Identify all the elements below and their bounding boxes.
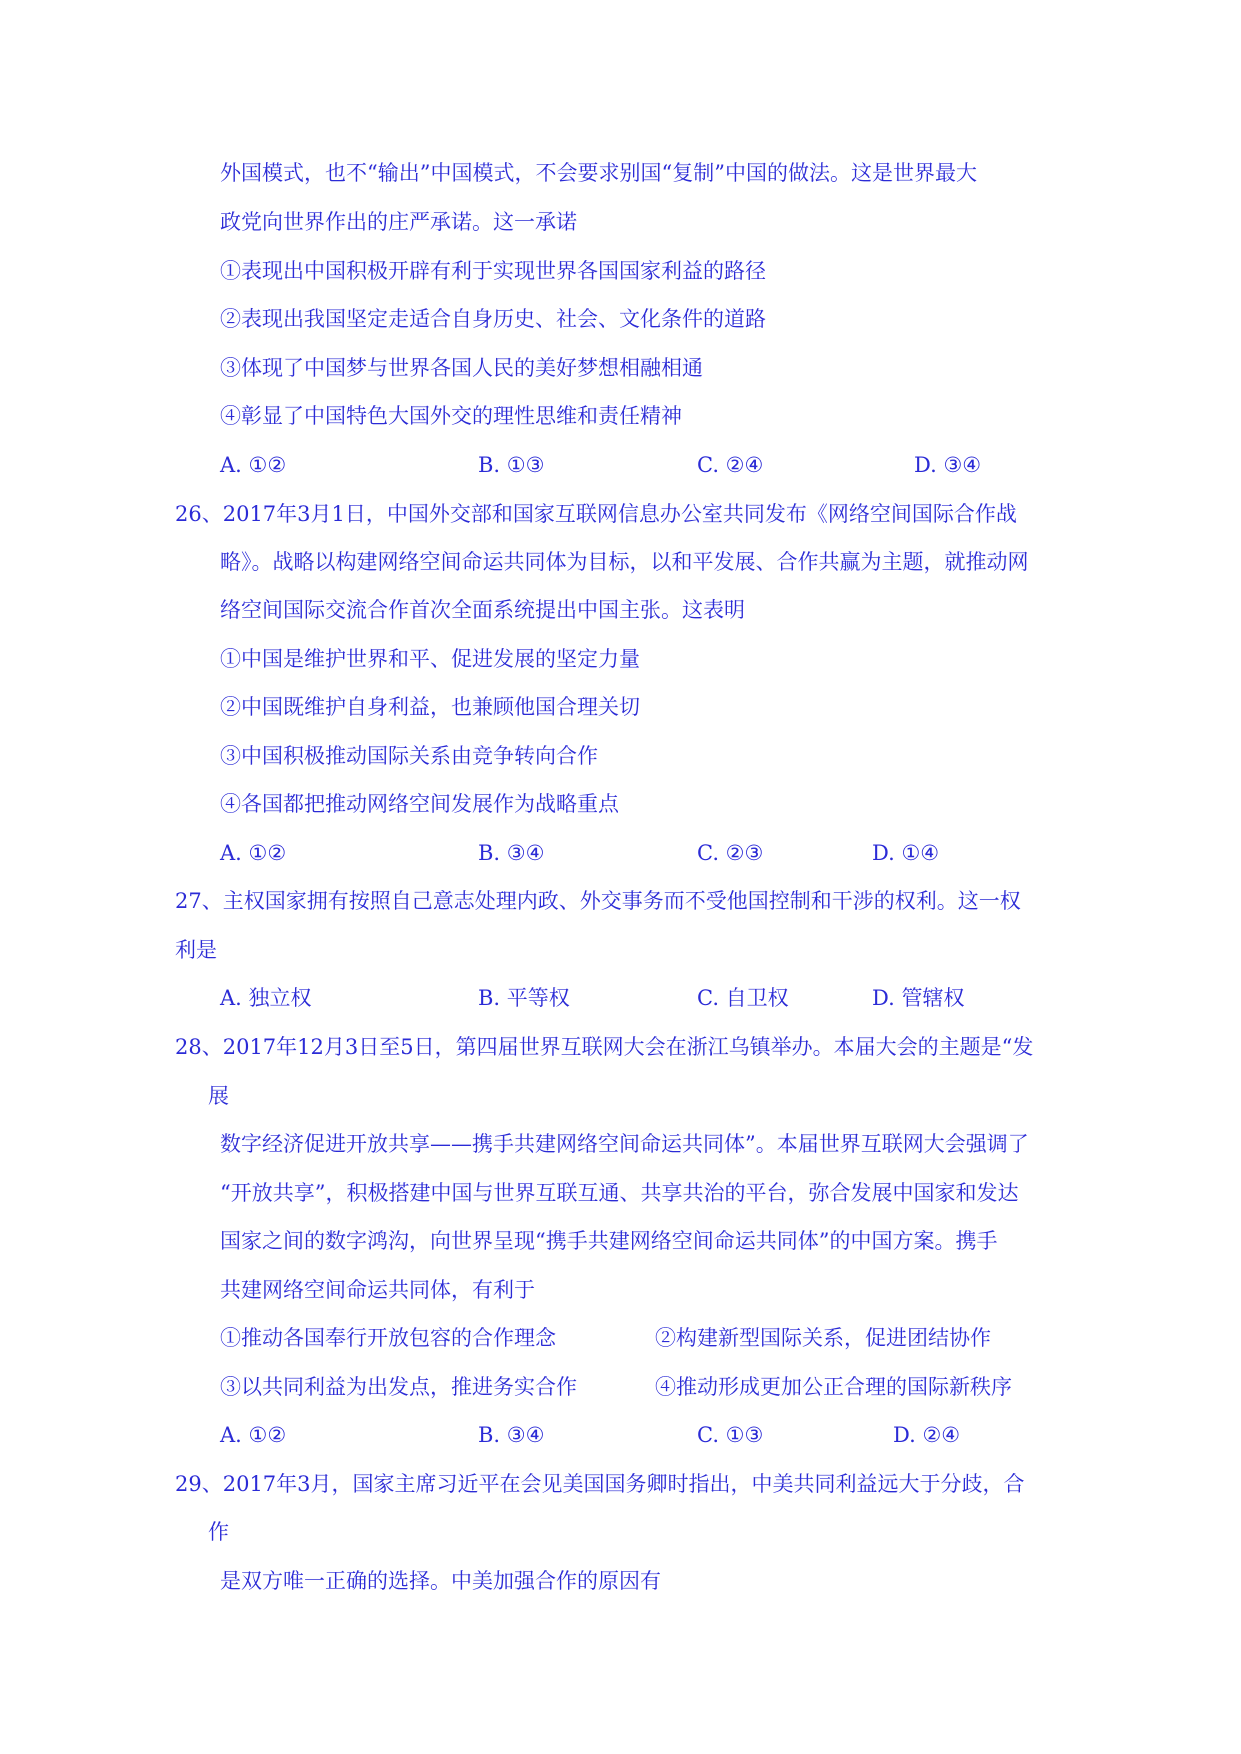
q28-stem-line-1: 28、2017年12月3日至5日，第四届世界互联网大会在浙江乌镇举办。本届大会的主题是“发 <box>175 1035 1034 1059</box>
q28-statement-3: ③以共同利益为出发点，推进务实合作 <box>220 1375 577 1399</box>
q25-option-b: B. ①③ <box>478 453 545 477</box>
q26-statement-2: ②中国既维护自身利益，也兼顾他国合理关切 <box>220 695 640 719</box>
q25-option-a: A. ①② <box>220 453 287 477</box>
q27-option-a: A. 独立权 <box>220 986 312 1010</box>
q27-stem-line-1: 27、主权国家拥有按照自己意志处理内政、外交事务而不受他国控制和干涉的权利。这一权 <box>175 889 1021 913</box>
q25-statement-3: ③体现了中国梦与世界各国人民的美好梦想相融相通 <box>220 356 703 380</box>
q25-stem-line-1: 外国模式，也不“输出”中国模式，不会要求别国“复制”中国的做法。这是世界最大 <box>220 161 977 185</box>
q26-option-d: D. ①④ <box>872 841 940 865</box>
q28-statement-1: ①推动各国奉行开放包容的合作理念 <box>220 1326 556 1350</box>
q29-stem-line-3: 是双方唯一正确的选择。中美加强合作的原因有 <box>220 1569 661 1593</box>
q25-option-d: D. ③④ <box>914 453 982 477</box>
q28-option-d: D. ②④ <box>893 1423 961 1447</box>
q29-stem-line-2: 作 <box>208 1520 229 1544</box>
q26-stem-line-2: 略》。战略以构建网络空间命运共同体为目标，以和平发展、合作共赢为主题，就推动网 <box>220 550 1029 574</box>
q27-option-d: D. 管辖权 <box>872 986 965 1010</box>
q28-option-b: B. ③④ <box>478 1423 545 1447</box>
q27-stem-line-2: 利是 <box>175 938 217 962</box>
q25-stem-line-2: 政党向世界作出的庄严承诺。这一承诺 <box>220 210 577 234</box>
q25-statement-2: ②表现出我国坚定走适合自身历史、社会、文化条件的道路 <box>220 307 766 331</box>
q26-option-b: B. ③④ <box>478 841 545 865</box>
q28-stem-line-2: 展 <box>208 1084 229 1108</box>
q26-stem-line-3: 络空间国际交流合作首次全面系统提出中国主张。这表明 <box>220 598 745 622</box>
q25-statement-4: ④彰显了中国特色大国外交的理性思维和责任精神 <box>220 404 682 428</box>
q26-statement-3: ③中国积极推动国际关系由竞争转向合作 <box>220 744 598 768</box>
q26-statement-1: ①中国是维护世界和平、促进发展的坚定力量 <box>220 647 640 671</box>
q28-statement-2: ②构建新型国际关系，促进团结协作 <box>655 1326 991 1350</box>
q28-statement-4: ④推动形成更加公正合理的国际新秩序 <box>655 1375 1012 1399</box>
q28-stem-line-4: “开放共享”，积极搭建中国与世界互联互通、共享共治的平台，弥合发展中国家和发达 <box>220 1181 1019 1205</box>
q28-option-a: A. ①② <box>220 1423 287 1447</box>
q29-stem-line-1: 29、2017年3月，国家主席习近平在会见美国国务卿时指出，中美共同利益远大于分歧，合 <box>175 1472 1025 1496</box>
q26-option-c: C. ②③ <box>697 841 764 865</box>
q28-stem-line-5: 国家之间的数字鸿沟，向世界呈现“携手共建网络空间命运共同体”的中国方案。携手 <box>220 1229 998 1253</box>
q25-statement-1: ①表现出中国积极开辟有利于实现世界各国国家利益的路径 <box>220 259 766 283</box>
q28-stem-line-3: 数字经济促进开放共享——携手共建网络空间命运共同体”。本届世界互联网大会强调了 <box>220 1132 1029 1156</box>
q26-stem-line-1: 26、2017年3月1日，中国外交部和国家互联网信息办公室共同发布《网络空间国际合作战 <box>175 502 1017 526</box>
q25-option-c: C. ②④ <box>697 453 764 477</box>
q28-option-c: C. ①③ <box>697 1423 764 1447</box>
q26-statement-4: ④各国都把推动网络空间发展作为战略重点 <box>220 792 619 816</box>
q28-stem-line-6: 共建网络空间命运共同体，有利于 <box>220 1278 535 1302</box>
q26-option-a: A. ①② <box>220 841 287 865</box>
q27-option-c: C. 自卫权 <box>697 986 789 1010</box>
q27-option-b: B. 平等权 <box>478 986 570 1010</box>
